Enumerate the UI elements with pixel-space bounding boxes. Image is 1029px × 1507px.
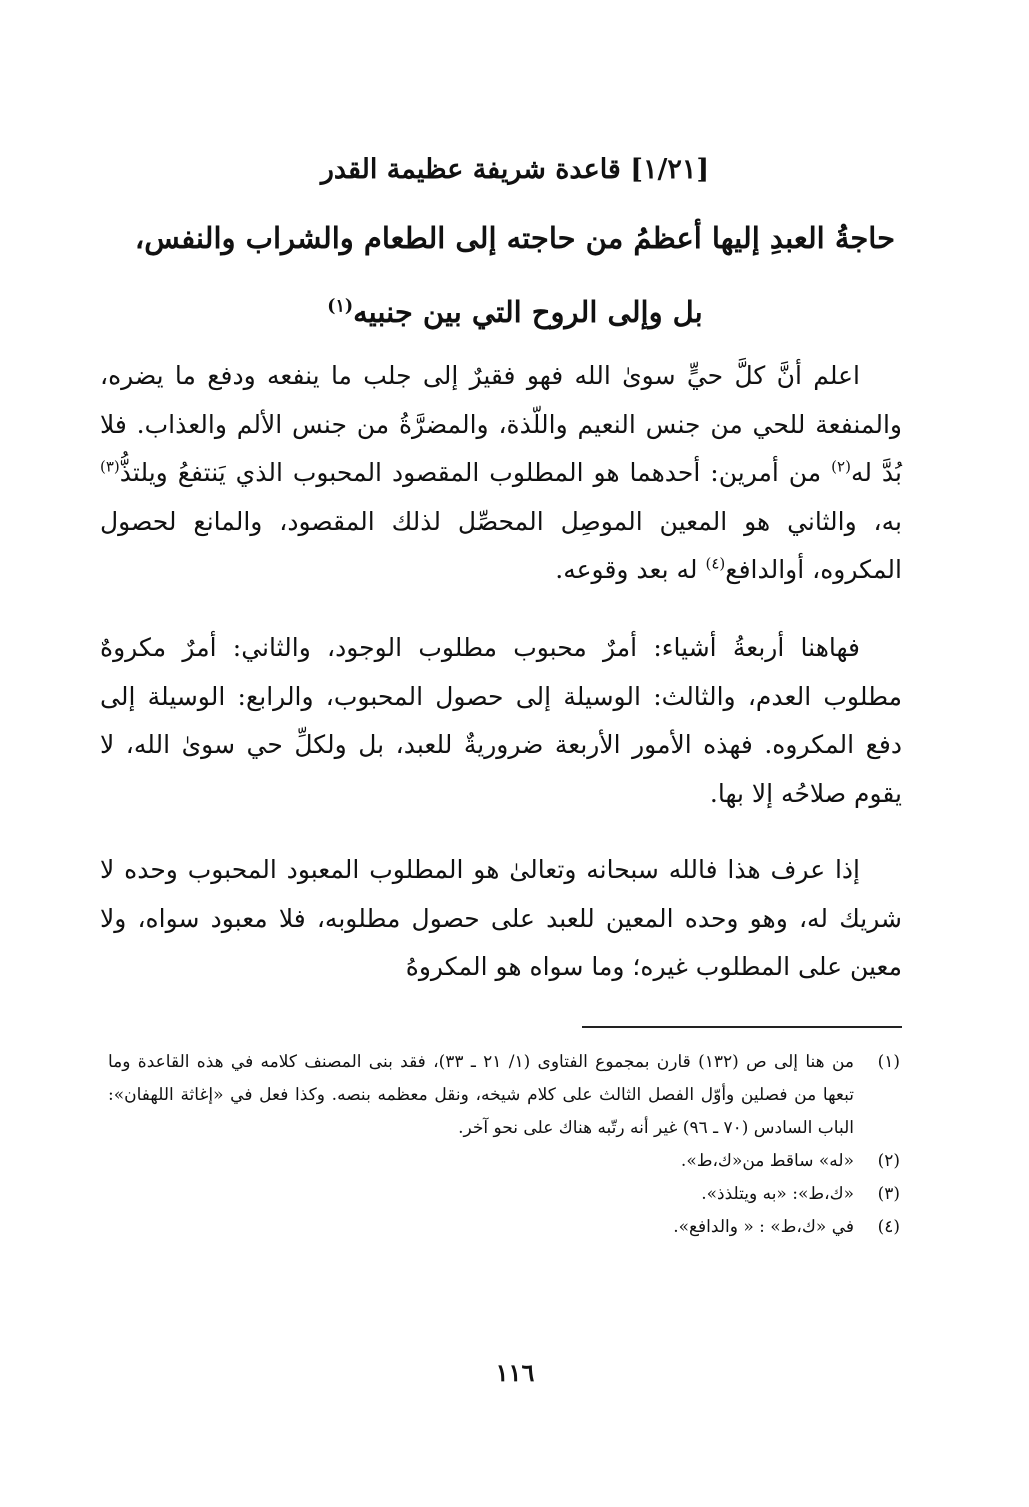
- footnote-text: في «ك،ط» : « والدافع».: [673, 1217, 854, 1237]
- footnote-ref-3[interactable]: (٣): [100, 457, 120, 476]
- paragraph-3: إذا عرف هذا فالله سبحانه وتعالىٰ هو المطلوب المعبود المحبوب وحده لا شريك له، وهو وحده المعين للعبد على حصول مطلوبه، فلا معبود سواه، ولا معين على المطلوب غيره؛ وما سواه هو المكروهُ: [100, 855, 902, 981]
- paragraph-1-part-a: اعلم أنَّ كلَّ حيٍّ سوىٰ الله فهو فقيرٌ إلى جلب ما ينفعه ودفع ما يضره، والمنفعة للحي من جنس النعيم واللّذة، والمضرَّةُ من جنس الألم والعذاب. فلا بُدَّ له: [100, 361, 902, 487]
- footnote-item: [108, 1046, 900, 1145]
- footnotes-list: [108, 1046, 900, 1244]
- page-number: ١١٦: [495, 1358, 535, 1387]
- paragraph-1: [100, 352, 902, 595]
- section-subtitle-line-2: [100, 288, 930, 336]
- footnote-text: «ك،ط»: «به ويتلذذ».: [701, 1184, 854, 1204]
- section-subtitle-line-1: حاجةُ العبدِ إليها أعظمُ من حاجته إلى الطعام والشراب والنفس،: [134, 221, 896, 255]
- footnote-divider: [582, 1026, 902, 1028]
- footnote-ref-1[interactable]: (١): [327, 296, 354, 317]
- footnote-ref-2[interactable]: (٢): [831, 457, 851, 476]
- paragraph-1-part-b: من أمرين: أحدهما هو المطلوب المقصود المحبوب الذي يَنتفعُ ويلتذُّ: [119, 458, 832, 487]
- footnote-ref-4[interactable]: (٤): [705, 554, 726, 573]
- section-title: [١/٢١] قاعدة شريفة عظيمة القدر: [320, 154, 710, 185]
- footnote-item: [108, 1145, 900, 1178]
- paragraph-1-part-d: له بعد وقوعه.: [555, 555, 706, 584]
- subtitle-line-2-text: بل وإلى الروح التي بين جنبيه: [353, 295, 703, 329]
- paragraph-1-part-c: به، والثاني هو المعين الموصِل المحصِّل لذلك المقصود، والمانع لحصول المكروه، أوالدافع: [100, 506, 902, 584]
- footnote-number: (١): [877, 1052, 900, 1072]
- paragraph-2: فهاهنا أربعةُ أشياء: أمرٌ محبوب مطلوب الوجود، والثاني: أمرٌ مكروهٌ مطلوب العدم، والثالث: الوسيلة إلى حصول المحبوب، والرابع: الوسيلة إلى دفع المكروه. فهذه الأمور الأربعة ضروريةٌ للعبد، بل ولكلِّ حي سوىٰ الله، لا يقوم صلاحُه إلا بها.: [100, 633, 902, 808]
- footnote-number: (٣): [877, 1184, 900, 1204]
- footnote-item: [108, 1178, 900, 1211]
- footnote-text: «له» ساقط من«ك،ط».: [680, 1151, 854, 1171]
- footnote-number: (٤): [877, 1217, 900, 1237]
- footnote-item: [108, 1211, 900, 1244]
- footnote-text: من هنا إلى ص (١٣٢) قارن بمجموع الفتاوى (١/ ٢١ ـ ٣٣)، فقد بنى المصنف كلامه في هذه القاعدة وما تبعها من فصلين وأوّل الفصل الثالث على كلام شيخه، ونقل معظمه بنصه. وكذا فعل في «إغاثة اللهفان»: الباب السادس (٧٠ ـ ٩٦) غير أنه رتّبه هناك على نحو آخر.: [108, 1052, 854, 1138]
- footnote-number: (٢): [877, 1151, 900, 1171]
